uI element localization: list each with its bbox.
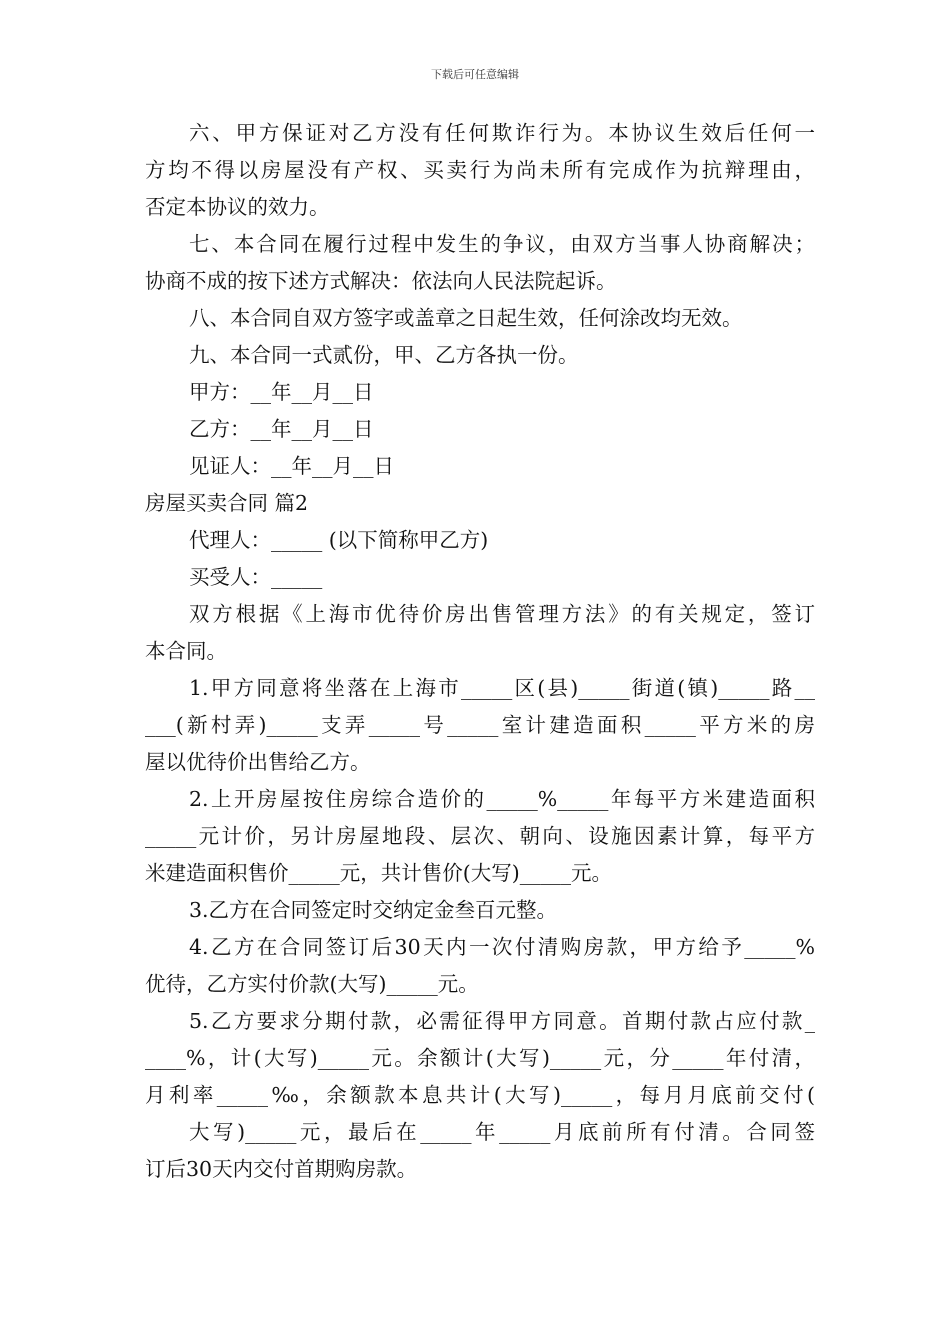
paragraph-line: 九、本合同一式贰份，甲、乙方各执一份。 <box>189 343 579 367</box>
paragraph-line: 2.上开房屋按住房综合造价的_____%_____年每平方米建造面积 <box>189 787 815 811</box>
page-header: 下载后可任意编辑 <box>431 68 519 81</box>
paragraph-line: _____元计价，另计房屋地段、层次、朝向、设施因素计算，每平方 <box>145 824 815 848</box>
signature-line-witness: 见证人：__年__月__日 <box>189 454 394 478</box>
paragraph-line: 六、甲方保证对乙方没有任何欺诈行为。本协议生效后任何一 <box>189 121 815 145</box>
paragraph-line: ____%，计(大写)_____元。余额计(大写)_____元，分_____年付清， <box>145 1046 815 1070</box>
paragraph-line: ___(新村弄)_____支弄_____号_____室计建造面积_____平方米的房 <box>145 713 815 737</box>
paragraph-line: 订后30天内交付首期购房款。 <box>145 1157 418 1181</box>
paragraph-line: 月利率_____‰，余额款本息共计(大写)_____，每月月底前交付( <box>145 1083 815 1107</box>
paragraph-line: 优待，乙方实付价款(大写)_____元。 <box>145 972 479 996</box>
paragraph-line: 代理人：_____ (以下简称甲乙方) <box>189 528 489 552</box>
paragraph-line: 屋以优待价出售给乙方。 <box>145 750 371 774</box>
paragraph-line: 1.甲方同意将坐落在上海市_____区(县)_____街道(镇)_____路__ <box>189 676 815 700</box>
paragraph-line: 双方根据《上海市优待价房出售管理方法》的有关规定，签订 <box>189 602 815 626</box>
paragraph-line: 大写)_____元，最后在_____年_____月底前所有付清。合同签 <box>189 1120 815 1144</box>
paragraph-line: 八、本合同自双方签字或盖章之日起生效，任何涂改均无效。 <box>189 306 743 330</box>
paragraph-line: 3.乙方在合同签定时交纳定金叁百元整。 <box>189 898 558 922</box>
section-heading: 房屋买卖合同 篇2 <box>145 491 309 515</box>
paragraph-line: 4.乙方在合同签订后30天内一次付清购房款，甲方给予_____% <box>189 935 815 959</box>
paragraph-line: 方均不得以房屋没有产权、买卖行为尚未所有完成作为抗辩理由， <box>145 158 815 182</box>
signature-line-party-a: 甲方：__年__月__日 <box>189 380 374 404</box>
paragraph-line: 七、本合同在履行过程中发生的争议，由双方当事人协商解决； <box>189 232 815 256</box>
paragraph-line: 米建造面积售价_____元，共计售价(大写)_____元。 <box>145 861 612 885</box>
paragraph-line: 协商不成的按下述方式解决：依法向人民法院起诉。 <box>145 269 617 293</box>
signature-line-party-b: 乙方：__年__月__日 <box>189 417 374 441</box>
paragraph-line: 否定本协议的效力。 <box>145 195 330 219</box>
paragraph-line: 本合同。 <box>145 639 227 663</box>
paragraph-line: 买受人：_____ <box>189 565 323 589</box>
paragraph-line: 5.乙方要求分期付款，必需征得甲方同意。首期付款占应付款_ <box>189 1009 815 1033</box>
